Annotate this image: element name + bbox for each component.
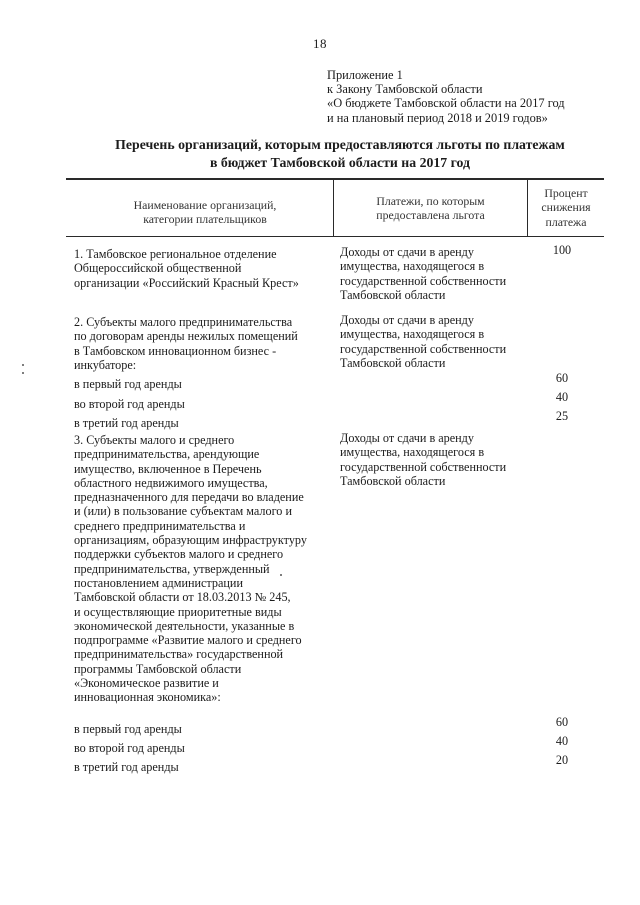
header-payments: Платежи, по которым предоставлена льгота xyxy=(376,194,485,223)
table-row-2-sub-3-percent: 25 xyxy=(555,409,569,423)
table-row-3-payment: Доходы от сдачи в аренду имущества, находящегося в государственной собственности Тамбовской области xyxy=(340,431,507,488)
page-number: 18 xyxy=(313,36,327,51)
table-row-3-sub-1-percent: 60 xyxy=(555,715,569,729)
scan-speck xyxy=(280,574,282,576)
scan-speck xyxy=(22,372,24,374)
table-row-1-percent: 100 xyxy=(552,243,572,257)
scan-speck xyxy=(22,364,24,366)
table-row-2-payment: Доходы от сдачи в аренду имущества, находящегося в государственной собственности Тамбовской области xyxy=(340,313,507,370)
table-row-3-sub-2-percent: 40 xyxy=(555,734,569,748)
table-row-2-sub-3-label: в третий год аренды xyxy=(74,416,179,430)
table-row-2-sub-1-label: в первый год аренды xyxy=(74,377,182,391)
appendix-line: Приложение 1 xyxy=(327,68,403,82)
table-row-1-name: 1. Тамбовское региональное отделение Общероссийской общественной организации «Российский Красный Крест» xyxy=(74,247,299,290)
appendix-line: к Закону Тамбовской области xyxy=(327,82,483,97)
table-row-3-sub-3-label: в третий год аренды xyxy=(74,760,179,774)
column-divider-2 xyxy=(527,178,528,237)
table-row-3-name: 3. Субъекты малого и среднего предпринимательства, арендующие имущество, включенное в Перечень областного недвижимого имущества, предназначенного для передачи во владение и (или) в пользование субъектам малого и среднего предпринимательства и организациям, образующим инфраструктуру поддержки субъектов малого и среднего предпринимательства, утвержденный постановлением администрации Тамбовской области от 18.03.2013 № 245, и осуществляющие приоритетные виды экономической деятельности, указанные в подпрограмме «Развитие малого и среднего предпринимательства» государственной программы Тамбовской области «Экономическое развитие и инновационная экономика»: xyxy=(74,433,307,705)
document-title xyxy=(40,136,640,172)
title-line-1: Перечень организаций, которым предоставляются льготы по платежам xyxy=(115,137,565,152)
table-header-rule xyxy=(66,236,604,237)
appendix-line: «О бюджете Тамбовской области на 2017 год xyxy=(327,96,565,111)
header-organization: Наименование организаций, категории плательщиков xyxy=(133,198,277,227)
table-row-1-payment: Доходы от сдачи в аренду имущества, находящегося в государственной собственности Тамбовской области xyxy=(340,245,507,302)
table-row-3-sub-1-label: в первый год аренды xyxy=(74,722,182,736)
header-percent: Процент снижения платежа xyxy=(541,186,591,229)
title-line-2: в бюджет Тамбовской области на 2017 год xyxy=(209,155,471,170)
table-row-2-sub-2-label: во второй год аренды xyxy=(74,397,185,411)
table-row-3-sub-2-label: во второй год аренды xyxy=(74,741,185,755)
table-row-2-sub-1-percent: 60 xyxy=(555,371,569,385)
table-row-2-name: 2. Субъекты малого предпринимательства по договорам аренды нежилых помещений в Тамбовском инновационном бизнес - инкубаторе: xyxy=(74,315,298,372)
table-row-2-sub-2-percent: 40 xyxy=(555,390,569,404)
appendix-note xyxy=(327,68,565,125)
table-top-rule xyxy=(66,178,604,180)
column-divider-1 xyxy=(333,178,334,237)
table-row-3-sub-3-percent: 20 xyxy=(555,753,569,767)
appendix-line: и на плановый период 2018 и 2019 годов» xyxy=(327,110,548,125)
